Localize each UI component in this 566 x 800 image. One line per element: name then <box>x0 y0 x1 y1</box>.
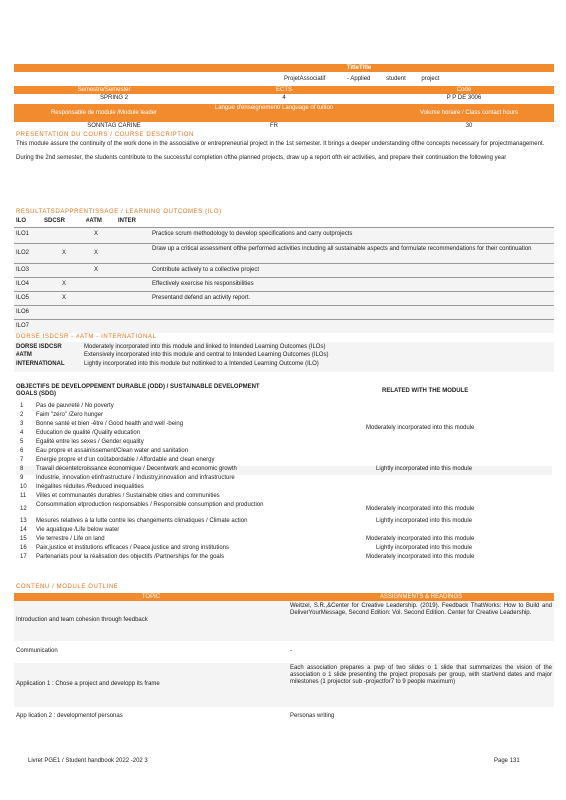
sdg-label: Industrie, innovation etinfrastructure / Industry,innovation and infrastructure <box>36 475 235 481</box>
table-row <box>14 707 554 727</box>
code-header: Code <box>456 87 472 93</box>
dorse-heading: DORSE ISDCSR - #ATM - INTERNATIONAL <box>16 334 157 340</box>
ilo-id: ILO4 <box>16 281 30 287</box>
dorse-text: Extensively incorporated into this module and central to Intended Learning Outcomes (ILOs) <box>84 352 329 358</box>
assignments-header: ASSIGNMENTS & READINGS <box>379 594 463 600</box>
ilo-id: ILO5 <box>16 295 30 301</box>
list-item <box>16 457 552 466</box>
sdg-num: 5 <box>20 439 24 445</box>
sdg-label: Pas de pauvreté / No poverty <box>36 403 114 409</box>
ilo-atm: X <box>94 231 99 237</box>
sdg-num: 8 <box>20 466 24 472</box>
title-bar <box>14 64 554 72</box>
ilo-text: Contribute actively to a collective project <box>152 267 260 273</box>
content-heading: CONTENU / MODULE OUTLINE <box>16 584 119 590</box>
langue-header: Langue d'enseignement/ Language of tuition <box>214 105 334 111</box>
list-item <box>16 527 552 536</box>
sdg-related-heading: RELATED WITH THE MODULE <box>382 388 469 394</box>
assign-cell: - <box>290 648 292 654</box>
table-row <box>14 291 554 306</box>
sdg-label: Eau propre et assainissement/Clean water and sanitation <box>36 448 189 454</box>
table-row <box>14 305 554 320</box>
presentation-p1: This module assure the continuity of the work done in the associative or entrepreneurial project in the 1st semester. It brings a deeper understanding ofthe concepts necessary for projectmanagement. <box>16 141 545 147</box>
list-item <box>16 412 552 421</box>
sdg-num: 14 <box>20 527 27 533</box>
course-student: student <box>386 76 406 82</box>
course-applied: - Applied <box>347 76 371 82</box>
ects-header: ECTS <box>275 87 292 93</box>
table-row <box>14 641 554 663</box>
sdg-num: 4 <box>20 430 24 436</box>
volume-header: Volume horaire / Class contact hours <box>419 110 519 116</box>
topic-header: TOPIC <box>141 594 161 600</box>
presentation-heading: PRESENTATION DU COURS / COURSE DESCRIPTION <box>16 132 194 138</box>
topic-cell: App lication 2 : developmentof personas <box>16 713 123 719</box>
ects-value: 4 <box>282 95 286 101</box>
assign-cell: Personas writing <box>290 713 335 719</box>
sdg-num: 12 <box>20 506 27 512</box>
assign-cell: Each association prepares a pwp of two slides o 1 slide that summarizes the vision of the association o 1 slide presenting the project proposals per group, with start/end dates and major milestones (1 projector sub -projectfor7 to 9 people maximum) <box>290 665 552 685</box>
assign-cell: Weitzel, S.R.,&Center for Creative Leadership. (2019). Feedback ThatWorks: How to Build and DeliverYourMessage, Second Edition: Vol. Second Edition. Center for Creative Leadership. <box>290 603 552 616</box>
ilo-header-inter: INTER <box>118 218 136 224</box>
list-item <box>16 466 552 475</box>
ilo-text: Presentand defend an activity report. <box>152 295 251 301</box>
langue-value: FR <box>270 123 278 129</box>
list-item <box>16 518 552 527</box>
responsable-values-row <box>14 123 554 131</box>
sdg-label: Vie terrestre / Life on land <box>36 536 105 542</box>
topic-cell: Introduction and team cohesion through feedback <box>16 617 148 623</box>
sdg-label: Energie propre et d'un coûtabordable / Affordable and clean energy <box>36 457 215 463</box>
ilo-header-id: ILO <box>16 218 26 224</box>
responsable-header: Responsable de module /Module leader <box>50 110 158 116</box>
course-project: project <box>421 76 440 82</box>
sdg-label: Education de qualité /Quality education <box>36 430 141 436</box>
list-item <box>16 484 552 493</box>
sdg-num: 11 <box>20 493 27 499</box>
ilo-header-sdcsr: SDCSR <box>44 218 66 224</box>
sdg-num: 6 <box>20 448 24 454</box>
content-header-row <box>14 593 554 601</box>
sdg-num: 2 <box>20 412 24 418</box>
footer-left: Livret PGE1 / Student handbook 2022 -202 3 <box>28 758 148 764</box>
list-item <box>16 430 552 439</box>
sdg-label: Inégalites réduites /Reduced inequalities <box>36 484 144 490</box>
list-item <box>16 554 552 563</box>
ilo-sdcsr: X <box>62 281 67 287</box>
list-item <box>16 439 552 448</box>
sdg-label: Villes et communautés durables / Sustainable cities and communities <box>36 493 220 499</box>
ilo-atm: X <box>94 250 99 256</box>
sdg-label: Consommation etproduction responsables / Responsible consumption and production <box>36 502 264 508</box>
volume-value: 30 <box>465 123 473 129</box>
list-item <box>16 493 552 502</box>
topic-cell: Application 1 : Chose a project and developp its frame <box>16 681 160 687</box>
sdg-num: 1 <box>20 403 24 409</box>
dorse-label: DORSE ISDCSR <box>16 344 62 350</box>
semester-value: SPRING 2 <box>99 95 128 101</box>
table-row <box>14 277 554 292</box>
sdg-heading: OBJECTIFS DE DEVELOPPEMENT DURABLE (ODD) / SUSTAINABLE DEVELOPMENT GOALS (SDG) <box>16 384 260 397</box>
ilo-header-atm: #ATM <box>86 218 102 224</box>
sdg-label: Egalité entre les sexes / Gender equality <box>36 439 144 445</box>
sdg-related: Lightly incorporated into this module <box>376 466 473 472</box>
presentation-p2: During the 2nd semester, the students contribute to the successful completion ofthe planned projects, draw up a report ofth eir activities, and prepare their continuation the following year <box>16 155 507 161</box>
sdg-num: 17 <box>20 554 27 560</box>
sdg-related: Moderately incorporated into this module <box>366 554 475 560</box>
title-row <box>284 76 554 83</box>
sdg-label: Faim "zéro" /Zero hunger <box>36 412 103 418</box>
semester-values-row <box>14 95 554 103</box>
ilo-text: Practice scrum methodology to develop specifications and carry outprojects <box>152 231 353 237</box>
table-row <box>14 263 554 278</box>
course-title: ProjetAssociatif <box>284 76 326 82</box>
module-leader-value: SONNTAG CARINE <box>87 123 141 129</box>
sdg-num: 10 <box>20 484 27 490</box>
sdg-label: Partenariats pour la réalisation des objectifs /Partnerships for the goals <box>36 554 225 560</box>
footer-page: Page 131 <box>494 758 520 764</box>
dorse-label: INTERNATIONAL <box>16 361 65 367</box>
title-bar-label: TitleTitle <box>346 65 372 71</box>
table-row <box>14 319 554 334</box>
ilo-sdcsr: X <box>62 250 67 256</box>
ilo-text: Effectively exercise his responsibilities <box>152 281 254 287</box>
dorse-text: Moderately incorporated into this module and linked to Intended Learning Outcomes (ILOs) <box>84 344 326 350</box>
dorse-text: Lightly incorporated into this module but notlinked to a Intended Learning Outcome (ILO) <box>84 361 319 367</box>
table-row <box>14 227 554 244</box>
list-item <box>16 475 552 484</box>
list-item <box>16 421 552 430</box>
content-table <box>14 601 554 773</box>
ilo-id: ILO2 <box>16 250 30 256</box>
list-item <box>16 502 552 518</box>
sdg-label: Paix,justice et institutions efficaces / Peace,justice and strong institutions <box>36 545 229 551</box>
table-row <box>14 601 554 641</box>
sdg-related: Moderately incorporated into this module <box>366 536 475 542</box>
table-row <box>14 663 554 707</box>
ilo-table <box>14 227 554 333</box>
sdg-num: 16 <box>20 545 27 551</box>
sdg-num: 9 <box>20 475 24 481</box>
list-item <box>16 448 552 457</box>
sdg-related: Moderately incorporated into this module <box>366 506 475 512</box>
list-item <box>16 403 552 412</box>
semester-header: Semestre/Semester <box>77 87 131 93</box>
table-row <box>14 243 554 264</box>
dorse-table <box>14 342 554 372</box>
ilo-heading: RESULTATSDAPPRENTISSAGE / LEARNING OUTCOMES (ILO) <box>16 209 222 215</box>
ilo-id: ILO7 <box>16 323 30 329</box>
sdg-related: Moderately incorporated into this module <box>366 425 475 431</box>
responsable-header-row <box>14 104 554 122</box>
ilo-atm: X <box>94 267 99 273</box>
ilo-sdcsr: X <box>62 295 67 301</box>
sdg-num: 15 <box>20 536 27 542</box>
ilo-id: ILO6 <box>16 309 30 315</box>
sdg-related: Lightly incorporated into this module <box>376 545 473 551</box>
code-value: P P DE 3006 <box>446 95 482 101</box>
ilo-id: ILO1 <box>16 231 30 237</box>
sdg-num: 3 <box>20 421 24 427</box>
list-item <box>16 536 552 545</box>
sdg-label: Mesures relatives à la lutte contre les changements climatiques / Climate action <box>36 518 248 524</box>
sdg-related: Lightly incorporated into this module <box>376 518 473 524</box>
topic-cell: Communication <box>16 648 58 654</box>
dorse-label: #ATM <box>16 352 32 358</box>
sdg-num: 7 <box>20 457 24 463</box>
sdg-num: 13 <box>20 518 27 524</box>
semester-header-row <box>14 86 554 94</box>
ilo-id: ILO3 <box>16 267 30 273</box>
ilo-text: Draw up a critical assessment ofthe performed activities including all sustainable aspects and formulate recommendations for their continuation <box>152 246 532 252</box>
sdg-label: Travail décentetcroissance économique / Decentwork and economic growth <box>36 466 237 472</box>
sdg-label: Bonne santé et bien -être / Good health and well -being <box>36 421 184 427</box>
sdg-label: Vie aquatique /Life below water <box>36 527 120 533</box>
list-item <box>16 545 552 554</box>
